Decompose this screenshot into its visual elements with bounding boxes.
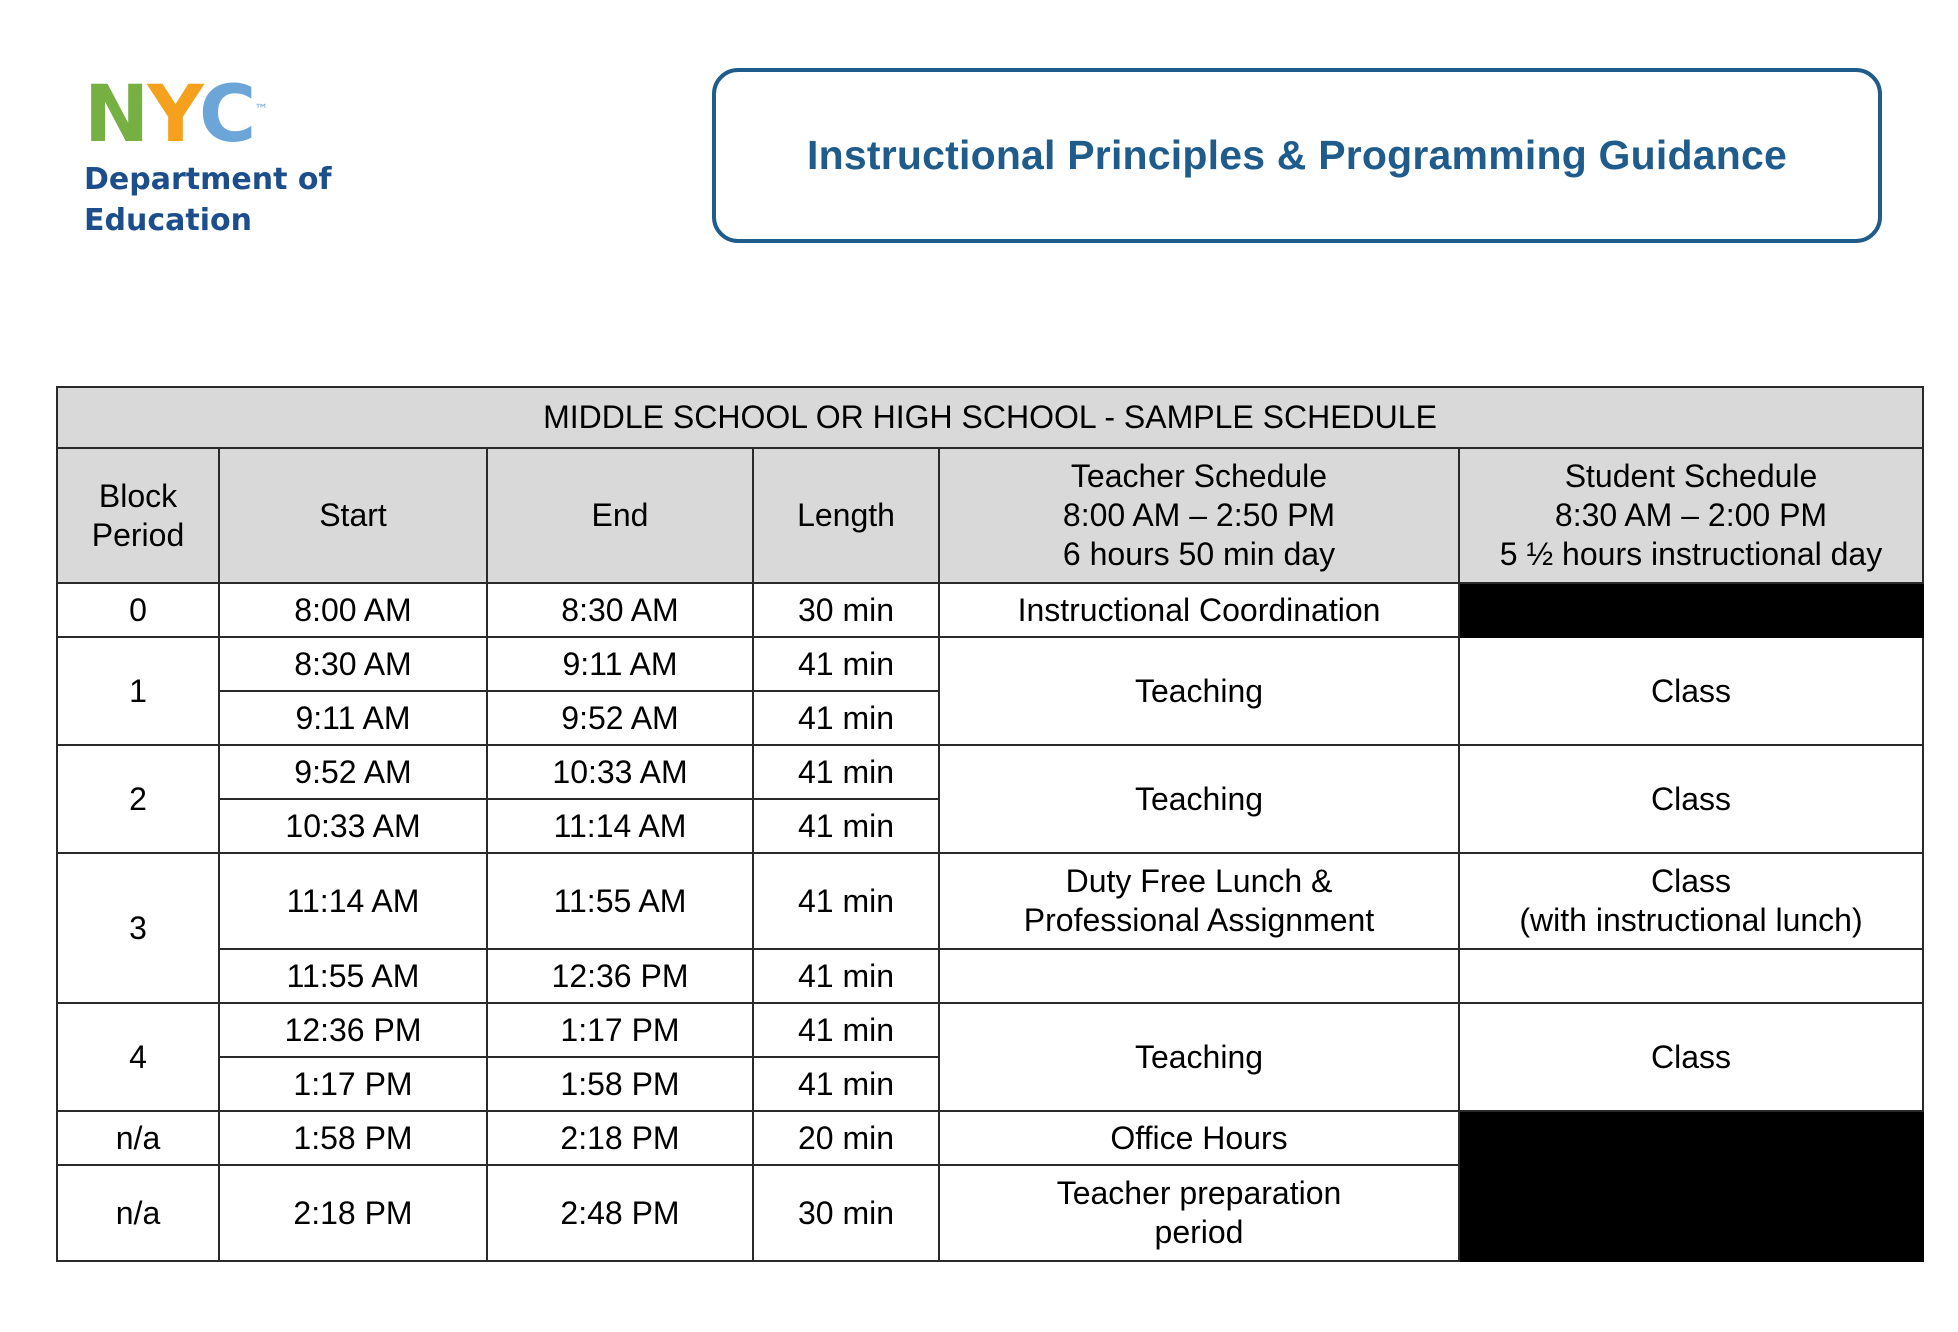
cell-student: Class	[1459, 745, 1923, 853]
table-row	[57, 583, 1923, 637]
logo-letter-y: Y	[147, 70, 199, 160]
cell-length: 41 min	[753, 637, 939, 691]
cell-block-period: 2	[57, 745, 219, 853]
cell-length: 41 min	[753, 1057, 939, 1111]
cell-end: 11:55 AM	[487, 853, 753, 949]
nyc-doe-logo	[84, 68, 384, 239]
cell-block-period: n/a	[57, 1165, 219, 1261]
cell-start: 10:33 AM	[219, 799, 487, 853]
cell-length: 20 min	[753, 1111, 939, 1165]
cell-student-line2: (with instructional lunch)	[1519, 902, 1863, 939]
cell-student: Class	[1459, 1003, 1923, 1111]
cell-end: 11:14 AM	[487, 799, 753, 853]
sample-schedule-table	[56, 386, 1924, 1262]
table-row	[57, 1111, 1923, 1165]
cell-teacher-empty	[939, 949, 1459, 1003]
logo-letter-n: N	[84, 70, 148, 160]
cell-length: 41 min	[753, 853, 939, 949]
cell-student-line1: Class	[1651, 863, 1732, 900]
cell-block-period: 4	[57, 1003, 219, 1111]
header-teacher-line3: 6 hours 50 min day	[1062, 536, 1336, 573]
cell-block-period: 3	[57, 853, 219, 1003]
cell-end: 1:17 PM	[487, 1003, 753, 1057]
table-row	[57, 1003, 1923, 1057]
header-end: End	[487, 448, 753, 583]
cell-teacher	[939, 853, 1459, 949]
cell-start: 9:52 AM	[219, 745, 487, 799]
cell-student-empty	[1459, 949, 1923, 1003]
cell-start: 11:55 AM	[219, 949, 487, 1003]
cell-teacher: Teaching	[939, 745, 1459, 853]
header-teacher-line2: 8:00 AM – 2:50 PM	[1062, 497, 1336, 534]
table-row	[57, 1165, 1923, 1261]
cell-end: 12:36 PM	[487, 949, 753, 1003]
cell-start: 12:36 PM	[219, 1003, 487, 1057]
header-block-line2: Period	[91, 516, 185, 553]
cell-length: 41 min	[753, 949, 939, 1003]
table-row	[57, 853, 1923, 949]
cell-start: 8:00 AM	[219, 583, 487, 637]
logo-department-line2: Education	[84, 203, 252, 238]
cell-end: 9:11 AM	[487, 637, 753, 691]
header-student-line2: 8:30 AM – 2:00 PM	[1554, 497, 1828, 534]
page-title: Instructional Principles & Programming Guidance	[807, 132, 1787, 178]
cell-length: 41 min	[753, 799, 939, 853]
header-teacher-schedule	[939, 448, 1459, 583]
cell-block-period: n/a	[57, 1111, 219, 1165]
header-teacher-line1: Teacher Schedule	[1070, 458, 1328, 495]
cell-length: 30 min	[753, 583, 939, 637]
schedule-table-container	[56, 386, 1922, 1262]
header-start: Start	[219, 448, 487, 583]
cell-length: 41 min	[753, 1003, 939, 1057]
cell-teacher: Teaching	[939, 1003, 1459, 1111]
cell-student-blackout	[1459, 1111, 1923, 1165]
cell-start: 11:14 AM	[219, 853, 487, 949]
cell-end: 9:52 AM	[487, 691, 753, 745]
cell-student: Class	[1459, 637, 1923, 745]
header-length: Length	[753, 448, 939, 583]
cell-end: 10:33 AM	[487, 745, 753, 799]
cell-start: 8:30 AM	[219, 637, 487, 691]
cell-start: 1:58 PM	[219, 1111, 487, 1165]
title-banner	[712, 68, 1882, 243]
cell-teacher-line1: Teacher preparation	[1056, 1175, 1342, 1212]
cell-end: 8:30 AM	[487, 583, 753, 637]
table-header-row	[57, 448, 1923, 583]
cell-end: 2:18 PM	[487, 1111, 753, 1165]
cell-student-blackout	[1459, 583, 1923, 637]
table-row	[57, 637, 1923, 691]
cell-student	[1459, 853, 1923, 949]
cell-length: 41 min	[753, 691, 939, 745]
header-block-line1: Block	[98, 477, 178, 514]
header-student-schedule	[1459, 448, 1923, 583]
cell-teacher-line2: period	[1154, 1214, 1244, 1251]
header-block-period	[57, 448, 219, 583]
cell-end: 1:58 PM	[487, 1057, 753, 1111]
table-row	[57, 745, 1923, 799]
logo-nyc-text	[84, 68, 384, 160]
cell-start: 2:18 PM	[219, 1165, 487, 1261]
table-banner-cell: MIDDLE SCHOOL OR HIGH SCHOOL - SAMPLE SCHEDULE	[57, 387, 1923, 448]
table-banner-row	[57, 387, 1923, 448]
page-header	[0, 0, 1958, 260]
cell-start: 1:17 PM	[219, 1057, 487, 1111]
cell-teacher-line1: Duty Free Lunch &	[1065, 863, 1333, 900]
cell-teacher: Teaching	[939, 637, 1459, 745]
cell-block-period: 0	[57, 583, 219, 637]
cell-length: 30 min	[753, 1165, 939, 1261]
table-row	[57, 949, 1923, 1003]
cell-teacher	[939, 1165, 1459, 1261]
header-student-line1: Student Schedule	[1564, 458, 1818, 495]
cell-teacher: Office Hours	[939, 1111, 1459, 1165]
logo-letter-c: C	[198, 70, 255, 160]
cell-block-period: 1	[57, 637, 219, 745]
header-student-line3: 5 ½ hours instructional day	[1499, 536, 1883, 573]
cell-length: 41 min	[753, 745, 939, 799]
logo-department-line1: Department of	[84, 162, 332, 197]
cell-teacher: Instructional Coordination	[939, 583, 1459, 637]
cell-end: 2:48 PM	[487, 1165, 753, 1261]
cell-start: 9:11 AM	[219, 691, 487, 745]
cell-teacher-line2: Professional Assignment	[1023, 902, 1375, 939]
cell-student-blackout	[1459, 1165, 1923, 1261]
logo-trademark: ™	[254, 102, 267, 118]
